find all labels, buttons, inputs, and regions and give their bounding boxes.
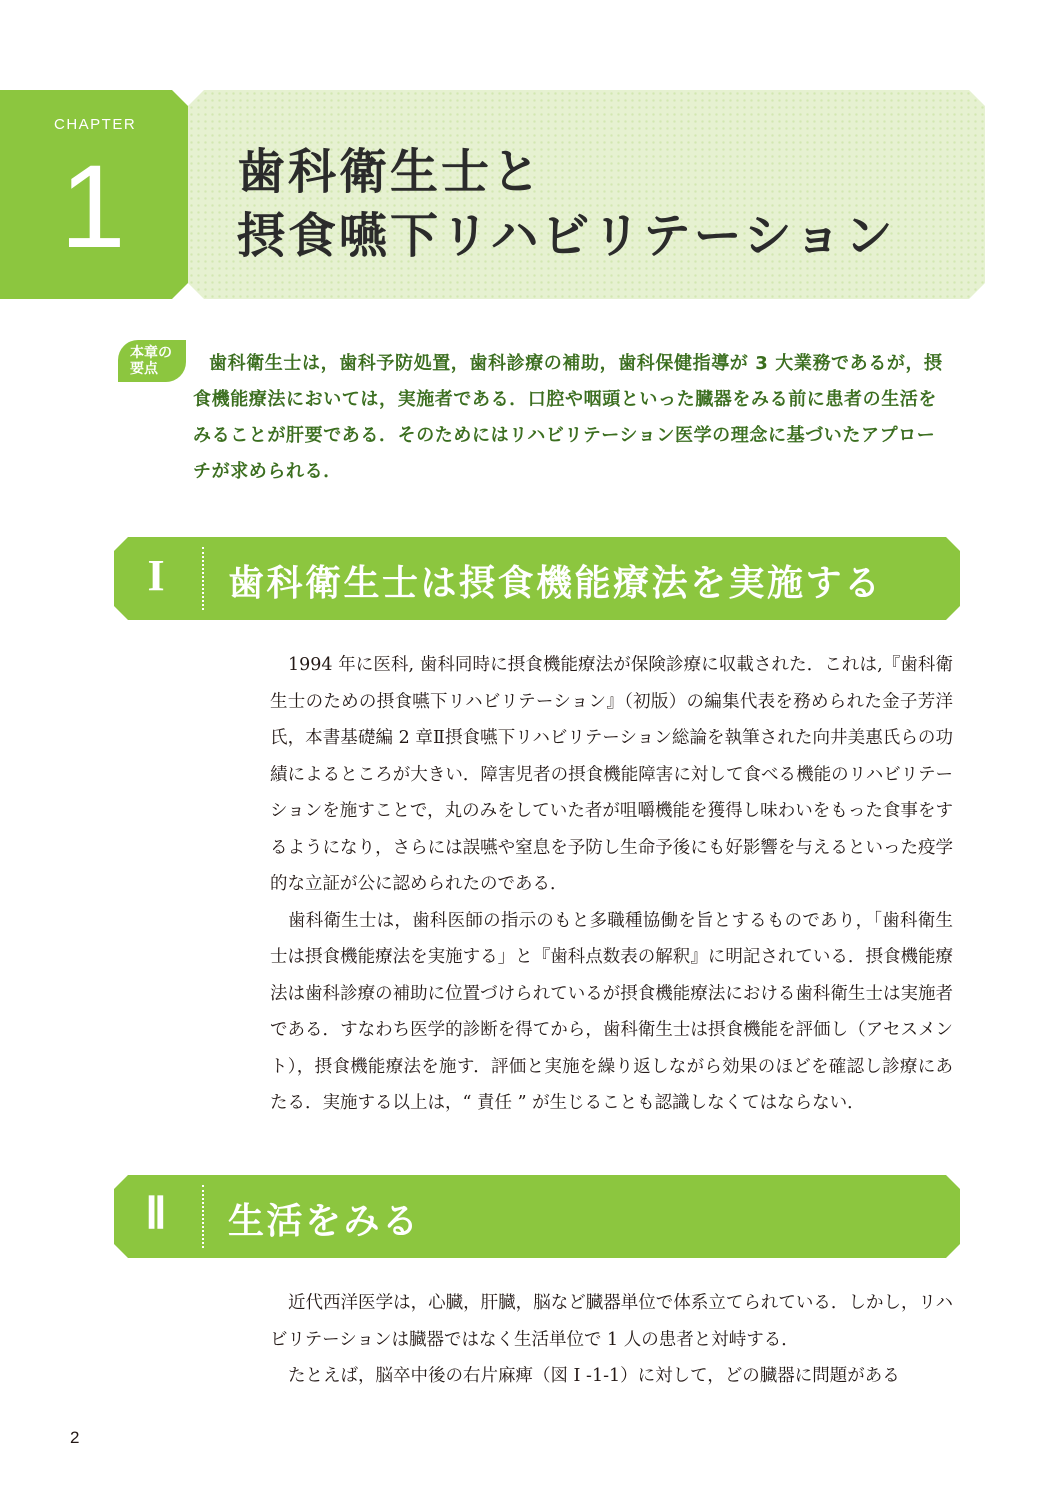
key-points-badge-line1: 本章の <box>130 345 172 361</box>
section-numeral: Ⅱ <box>145 1189 167 1238</box>
body-paragraph: たとえば，脳卒中後の右片麻痺（図 I -1-1）に対して，どの臓器に問題がある <box>288 1366 900 1386</box>
key-points-badge <box>118 340 186 382</box>
body-paragraph: 1994 年に医科, 歯科同時に摂食機能療法が保険診療に収載された．これは,『歯科衛生士のための摂食嚥下リハビリテーション』（初版）の編集代表を務められた金子芳洋氏，本書基礎編 2 章Ⅱ摂食嚥下リハビリテーション総論を執筆された向井美惠氏らの功績によるところが大きい．障害児者の摂食機能障害に対して食べる機能のリハビリテーションを施すことで，丸のみをしていた者が咀嚼機能を獲得し味わいをもった食事をするようになり，さらには誤嚥や窒息を予防し生命予後にも好影響を与えるといった疫学的な立証が公に認められたのである． <box>270 655 953 894</box>
page-number: 2 <box>70 1428 80 1447</box>
chapter-number: 1 <box>60 141 126 273</box>
section-body <box>270 1285 953 1395</box>
section-title: 生活をみる <box>228 1201 421 1242</box>
body-paragraph: 歯科衛生士は，歯科医師の指示のもと多職種協働を旨とするものであり，「歯科衛生士は摂食機能療法を実施する」と『歯科点数表の解釈』に明記されている．摂食機能療法は歯科診療の補助に位置づけられているが摂食機能療法における歯科衛生士は実施者である．すなわち医学的診断を得てから，歯科衛生士は摂食機能を評価し（アセスメント），摂食機能療法を施す．評価と実施を繰り返しながら効果のほどを確認し診療にあたる．実施する以上は，“ 責任 ” が生じることも認識しなくてはならない． <box>270 910 953 1113</box>
key-points-text: 歯科衛生士は，歯科予防処置，歯科診療の補助，歯科保健指導が 3 大業務であるが，摂食機能療法においては，実施者である．口腔や咽頭といった臓器をみる前に患者の生活をみることが肝要である．そのためにはリハビリテーション医学の理念に基づいたアプローチが求められる． <box>193 353 943 482</box>
chapter-title-line1: 歯科衛生士と <box>237 144 544 200</box>
key-points-badge-line2: 要点 <box>130 361 158 377</box>
section-numeral: I <box>147 551 165 600</box>
section-divider <box>202 547 204 610</box>
section-body <box>270 647 953 1122</box>
section-divider <box>202 1185 204 1248</box>
body-paragraph: 近代西洋医学は，心臓，肝臓，脳など臓器単位で体系立てられている．しかし，リハビリテーションは臓器ではなく生活単位で 1 人の患者と対峙する． <box>270 1293 953 1350</box>
chapter-title-line2: 摂食嚥下リハビリテーション <box>237 208 896 264</box>
chapter-title <box>237 140 977 268</box>
chapter-label: CHAPTER <box>54 116 137 133</box>
section-title: 歯科衛生士は摂食機能療法を実施する <box>228 563 883 604</box>
